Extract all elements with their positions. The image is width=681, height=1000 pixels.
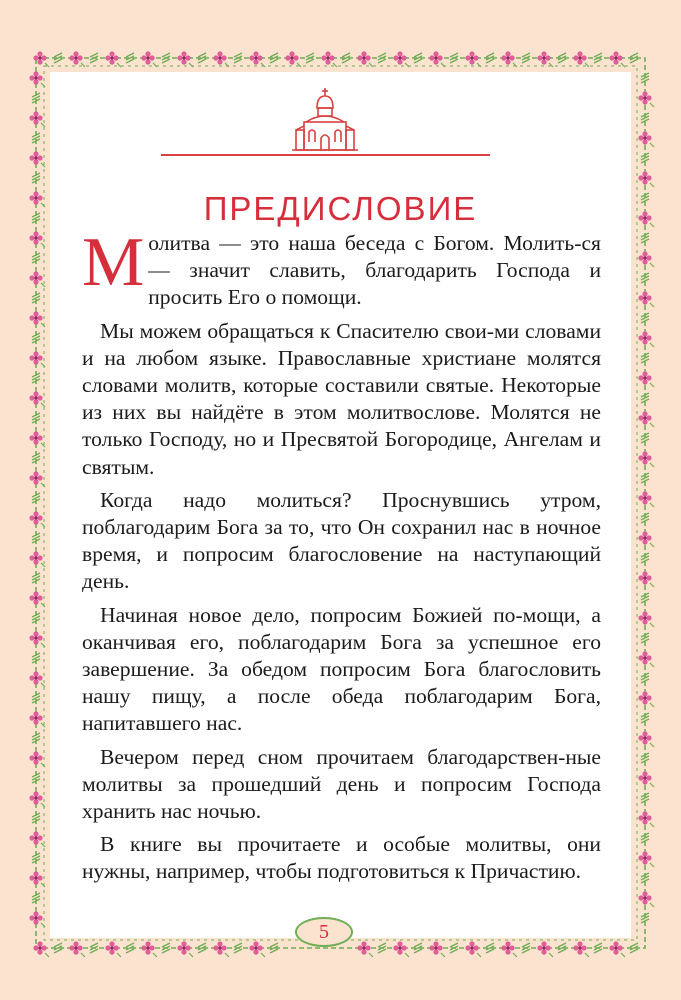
flower-icon [177,51,193,67]
drop-cap: М [82,224,145,301]
flower-icon [638,291,654,307]
flower-icon [357,51,373,67]
paragraph: Вечером перед сном прочитаем благодарствен-ные молитвы за прошедший день и попросим Господа хранить нас ночью. [82,744,601,824]
leaf-icon [32,613,40,623]
flower-icon [177,941,193,957]
leaf-icon [32,293,40,303]
flower-icon [638,891,654,907]
flower-icon [638,131,654,147]
leaf-icon [641,553,649,563]
flower-icon [501,51,517,67]
flower-icon [29,831,45,847]
flower-icon [29,671,45,687]
flower-icon [29,791,45,807]
flower-icon [638,331,654,347]
flower-icon [69,51,85,67]
flower-icon [609,941,625,957]
leaf-icon [32,813,40,823]
leaf-icon [32,453,40,463]
leaf-icon [641,153,649,163]
flower-icon [33,51,49,67]
leaf-icon [641,713,649,723]
flower-icon [638,851,654,867]
flower-icon [29,151,45,167]
flower-icon [29,631,45,647]
flower-icon [29,71,45,87]
flower-icon [213,941,229,957]
leaf-icon [32,573,40,583]
flower-icon [29,511,45,527]
leaf-icon [641,833,649,843]
leaf-icon [32,173,40,183]
flower-icon [141,51,157,67]
flower-icon [357,941,373,957]
preface-text [82,224,601,892]
leaf-icon [641,753,649,763]
flower-icon [638,811,654,827]
leaf-icon [32,773,40,783]
paragraph: Молитва — это наша беседа с Богом. Молить-ся — значит славить, благодарить Господа и просить Его о помощи. [82,224,601,310]
leaf-icon [641,513,649,523]
leaf-icon [641,593,649,603]
paragraph: В книге вы прочитаете и особые молитвы, они нужны, например, чтобы подготовиться к Причастию. [82,832,601,884]
flower-icon [429,51,445,67]
flower-icon [638,651,654,667]
flower-icon [141,941,157,957]
flower-icon [573,941,589,957]
leaf-icon [32,133,40,143]
flower-icon [465,941,481,957]
leaf-icon [641,313,649,323]
leaf-icon [32,853,40,863]
flower-icon [638,611,654,627]
leaf-icon [32,533,40,543]
flower-icon [29,271,45,287]
flower-icon [321,51,337,67]
flower-icon [638,691,654,707]
flower-icon [638,411,654,427]
flower-icon [638,171,654,187]
flower-icon [465,51,481,67]
leaf-icon [641,633,649,643]
flower-icon [638,451,654,467]
flower-icon [393,941,409,957]
flower-icon [29,431,45,447]
flower-icon [213,51,229,67]
leaf-icon [32,733,40,743]
paragraph: Начиная новое дело, попросим Божией по-мощи, а оканчивая его, поблагодарим Бога за успешное его завершение. За обедом попросим Бога благословить нашу пищу, а после обеда поблагодарим Бога, напитавшего нас. [82,602,601,736]
leaf-icon [641,793,649,803]
paragraph: Мы можем обращаться к Спасителю свои-ми словами и на любом языке. Православные христиане молятся словами молитв, которые составили святые. Некоторые из них вы найдёте в этом молитвослове. Молятся не только Господу, но и Пресвятой Богородице, Ангелам и святым. [82,318,601,479]
flower-icon [29,391,45,407]
flower-icon [105,941,121,957]
flower-icon [638,731,654,747]
flower-icon [393,51,409,67]
leaf-icon [32,653,40,663]
leaf-icon [641,73,649,83]
leaf-icon [32,493,40,503]
flower-icon [29,111,45,127]
leaf-icon [32,93,40,103]
leaf-icon [641,273,649,283]
flower-icon [29,351,45,367]
page-number: 5 [319,921,329,943]
church-icon [292,86,358,156]
leaf-icon [32,893,40,903]
flower-icon [638,491,654,507]
flower-icon [573,51,589,67]
flower-icon [29,311,45,327]
leaf-icon [641,233,649,243]
flower-icon [638,771,654,787]
flower-icon [537,51,553,67]
leaf-icon [32,693,40,703]
flower-icon [609,51,625,67]
page-title: ПРЕДИСЛОВИЕ [203,190,478,228]
leaf-icon [32,253,40,263]
flower-icon [105,51,121,67]
flower-icon [249,51,265,67]
flower-icon [29,751,45,767]
flower-icon [29,551,45,567]
flower-icon [29,231,45,247]
flower-icon [429,941,445,957]
leaf-icon [641,353,649,363]
leaf-icon [641,873,649,883]
leaf-icon [641,113,649,123]
leaf-icon [641,433,649,443]
flower-icon [501,941,517,957]
flower-icon [638,251,654,267]
leaf-icon [641,393,649,403]
flower-icon [29,911,45,927]
flower-icon [285,51,301,67]
leaf-icon [641,673,649,683]
flower-icon [29,471,45,487]
title-rule [161,154,490,156]
flower-icon [29,711,45,727]
paragraph: Когда надо молиться? Проснувшись утром, поблагодарим Бога за то, что Он сохранил нас в ночное время, и попросим благословение на наступающий день. [82,487,601,594]
flower-icon [29,591,45,607]
flower-icon [638,531,654,547]
leaf-icon [641,473,649,483]
flower-icon [638,91,654,107]
leaf-icon [32,373,40,383]
leaf-icon [32,413,40,423]
flower-icon [638,371,654,387]
flower-icon [537,941,553,957]
flower-icon [69,941,85,957]
leaf-icon [32,333,40,343]
flower-icon [249,941,265,957]
flower-icon [638,571,654,587]
flower-icon [29,871,45,887]
leaf-icon [641,913,649,923]
